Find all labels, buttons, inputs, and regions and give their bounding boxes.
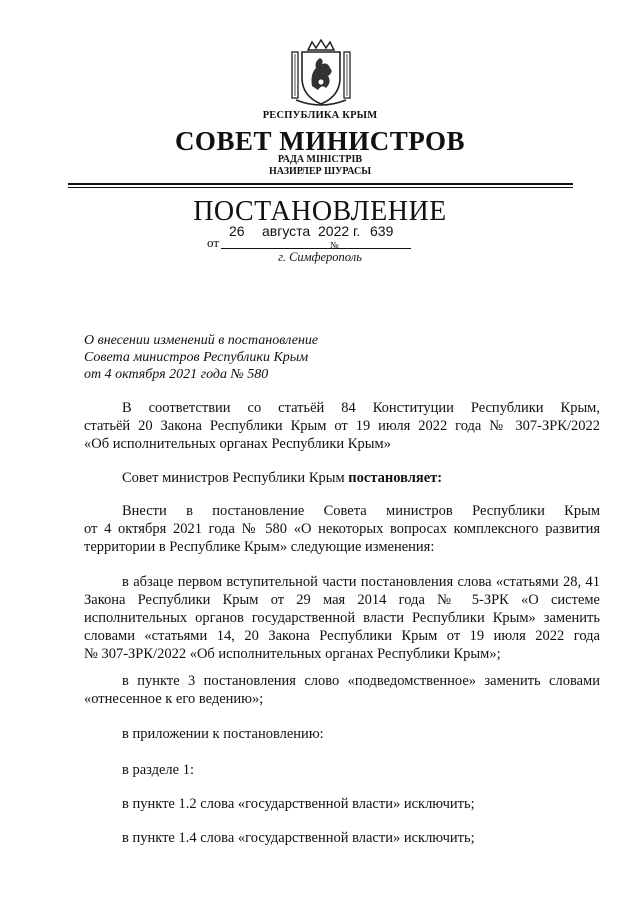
- council-name: СОВЕТ МИНИСТРОВ: [174, 126, 466, 156]
- crimea-coat-of-arms-icon: [288, 38, 354, 108]
- number-sign: №: [330, 240, 339, 250]
- heading-line: О внесении изменений в постановление: [84, 333, 319, 348]
- paragraph-section-1: [84, 761, 600, 779]
- heading-line: от 4 октября 2021 года № 580: [84, 367, 269, 382]
- header-rule-thin: [68, 187, 573, 188]
- date-day: 26: [229, 223, 245, 239]
- council-name-ua: РАДА МІНІСТРІВ: [277, 154, 363, 165]
- document-number: 639: [370, 223, 394, 239]
- paragraph-resolves: [84, 469, 600, 487]
- council-name-crh: НАЗИРЛЕР ШУРАСЫ: [268, 166, 372, 177]
- paragraph-amendment-1: [84, 573, 600, 663]
- text-line: территории в Республике Крым» следующие изменения:: [84, 539, 435, 555]
- paragraph-item-1-2: [84, 795, 600, 813]
- text-line: исполнительных органов государственной власти Республики Крым» заменить: [84, 610, 600, 626]
- republic-name: РЕСПУБЛИКА КРЫМ: [262, 110, 378, 121]
- text-line: в разделе 1:: [122, 762, 195, 778]
- text-line: Закона Республики Крым от 29 мая 2014 года № 5-ЗРК «О системе: [84, 592, 600, 608]
- text-line: в пункте 1.2 слова «государственной власти» исключить;: [122, 796, 475, 812]
- resolves-text: Совет министров Республики Крым: [122, 470, 349, 486]
- date-year: 2022 г.: [318, 223, 361, 239]
- date-month: августа: [262, 223, 311, 239]
- heading-line: Совета министров Республики Крым: [84, 350, 309, 365]
- document-heading: [84, 332, 318, 383]
- paragraph-legal-basis: [84, 399, 600, 453]
- text-line: в приложении к постановлению:: [122, 726, 324, 742]
- text-line: словами «статьями 14, 20 Закона Республики Крым от 19 июля 2022 года: [84, 628, 600, 644]
- paragraph-amendment-2: [84, 672, 600, 708]
- paragraph-amend: [84, 502, 600, 556]
- text-line: статьёй 20 Закона Республики Крым от 19 июля 2022 года № 307-ЗРК/2022: [84, 418, 600, 434]
- header-rule-thick: [68, 183, 573, 185]
- text-line: № 307-ЗРК/2022 «Об исполнительных органах Республики Крым»;: [84, 646, 501, 662]
- text-line: [84, 469, 600, 487]
- text-line: от 4 октября 2021 года № 580 «О некоторых вопросах комплексного развития: [84, 521, 600, 537]
- paragraph-item-1-4: [84, 829, 600, 847]
- text-line: В соответствии со статьёй 84 Конституции Республики Крым,: [122, 400, 600, 416]
- text-line: «Об исполнительных органах Республики Крым»: [84, 436, 391, 452]
- city: г. Симферополь: [278, 250, 362, 264]
- text-line: в абзаце первом вступительной части постановления слова «статьями 28, 41: [122, 574, 600, 590]
- text-line: «отнесенное к его ведению»;: [84, 691, 264, 707]
- text-line: в пункте 1.4 слова «государственной власти» исключить;: [122, 830, 475, 846]
- date-underline: [221, 248, 411, 249]
- resolves-keyword: постановляет:: [348, 470, 443, 486]
- text-line: в пункте 3 постановления слово «подведомственное» заменить словами: [122, 673, 600, 689]
- document-type: ПОСТАНОВЛЕНИЕ: [193, 196, 447, 227]
- date-from-label: от: [207, 235, 220, 250]
- paragraph-annex: [84, 725, 600, 743]
- text-line: Внести в постановление Совета министров Республики Крым: [122, 503, 600, 519]
